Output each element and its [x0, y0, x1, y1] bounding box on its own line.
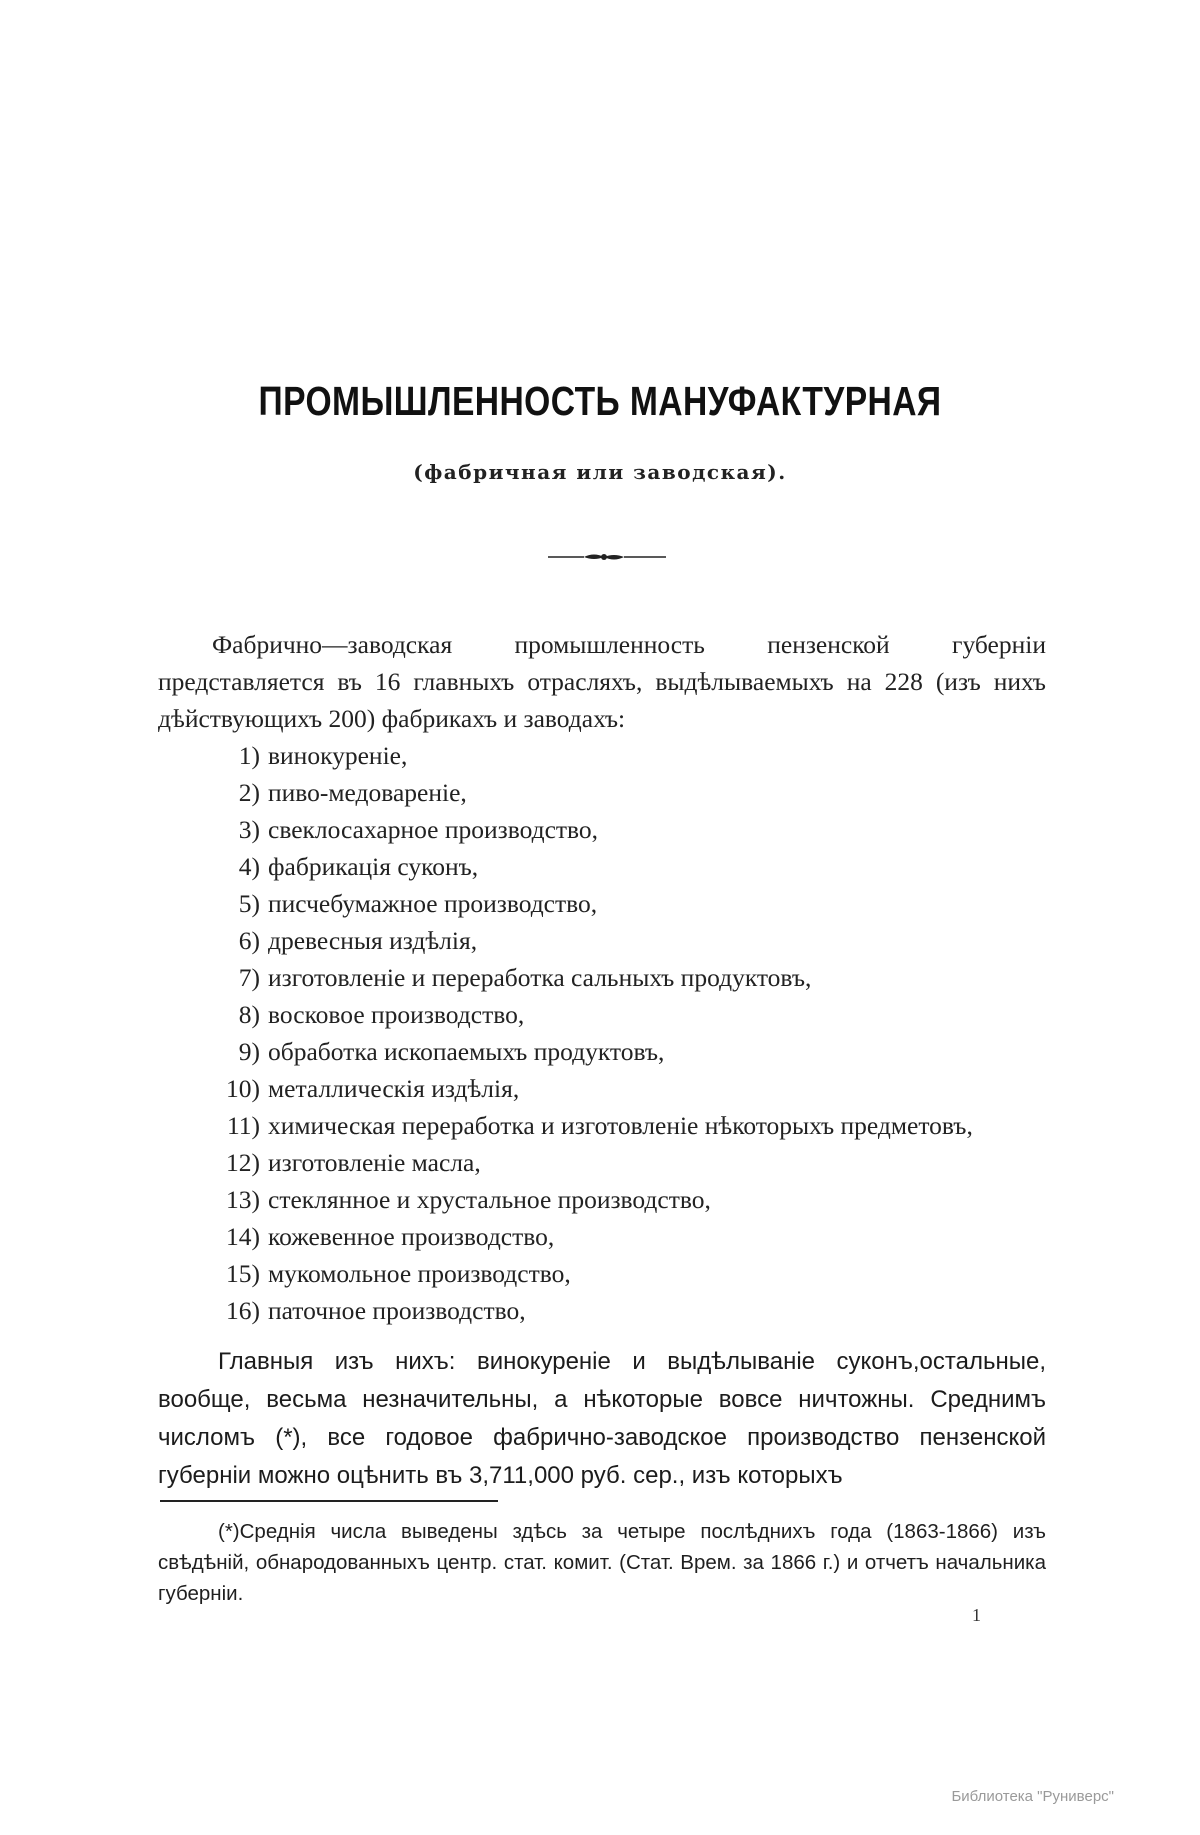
list-item — [158, 1181, 1046, 1218]
list-item — [158, 996, 1046, 1033]
list-item — [158, 1144, 1046, 1181]
list-item — [158, 1255, 1046, 1292]
list-item-number: 10) — [226, 1074, 260, 1103]
list-item-text: стеклянное и хрустальное производство, — [268, 1185, 711, 1214]
intro-paragraph: Фабрично—заводская промышленность пензенской губерніи представляется въ 16 главныхъ отрасляхъ, выдѣлываемыхъ на 228 (изъ нихъ дѣйствующихъ 200) фабрикахъ и заводахъ: — [158, 630, 1046, 733]
list-item — [158, 1033, 1046, 1070]
footnote: (*)Среднія числа выведены здѣсь за четыре послѣднихъ года (1863-1866) изъ свѣдѣній, обнародованныхъ центр. стат. комит. (Стат. Врем. за 1866 г.) и отчетъ начальника губерніи. — [158, 1520, 1046, 1605]
list-item — [158, 848, 1046, 885]
ornament-divider — [548, 552, 666, 562]
list-item-text: кожевенное производство, — [268, 1222, 555, 1251]
list-item-number: 15) — [226, 1259, 260, 1288]
list-item — [158, 737, 1046, 774]
list-item-number: 7) — [238, 963, 260, 992]
list-item-text: металлическія издѣлія, — [268, 1074, 520, 1103]
library-watermark: Библиотека "Руниверс" — [951, 1788, 1114, 1805]
list-item-text: паточное производство, — [268, 1296, 526, 1325]
list-item-text: фабрикація суконъ, — [268, 852, 479, 881]
list-item-number: 16) — [226, 1296, 260, 1325]
branches-list — [158, 737, 1046, 1329]
list-item-number: 11) — [226, 1111, 260, 1140]
list-item — [158, 811, 1046, 848]
main-paragraph: Главныя изъ нихъ: винокуреніе и выдѣлываніе суконъ,остальные, вообще, весьма незначительны, а нѣкоторые вовсе ничтожны. Среднимъ числомъ (*), все годовое фабрично-заводское производство пензенской губерніи можно оцѣнить въ 3,711,000 руб. сер., изъ которыхъ — [158, 1348, 1046, 1489]
list-item-number: 9) — [238, 1037, 260, 1066]
list-item — [158, 774, 1046, 811]
list-item — [158, 959, 1046, 996]
list-item-text: мукомольное производство, — [268, 1259, 571, 1288]
list-item-number: 3) — [238, 815, 260, 844]
list-item-number: 4) — [238, 852, 260, 881]
list-item-number: 8) — [238, 1000, 260, 1029]
list-item-number: 5) — [238, 889, 260, 918]
list-item — [158, 1070, 1046, 1107]
list-item-text: пиво-медовареніе, — [268, 778, 467, 807]
list-item-number: 2) — [238, 778, 260, 807]
list-item-text: восковое производство, — [268, 1000, 525, 1029]
list-item-text: свеклосахарное производство, — [268, 815, 599, 844]
list-item — [158, 1107, 1046, 1144]
list-item-text: изготовленіе масла, — [268, 1148, 481, 1177]
list-item — [158, 922, 1046, 959]
list-item-number: 13) — [226, 1185, 260, 1214]
footnote-divider — [160, 1500, 498, 1502]
body-text — [158, 626, 1046, 1495]
list-item-number: 6) — [238, 926, 260, 955]
list-item-text: изготовленіе и переработка сальныхъ продуктовъ, — [268, 963, 812, 992]
list-item-text: древесныя издѣлія, — [268, 926, 478, 955]
list-item-text: химическая переработка и изготовленіе нѣкоторыхъ предметовъ, — [268, 1111, 973, 1140]
page-title: ПРОМЫШЛЕННОСТЬ МАНУФАКТУРНАЯ — [258, 378, 942, 424]
list-item-number: 1) — [238, 741, 260, 770]
list-item-number: 14) — [226, 1222, 260, 1251]
page-subtitle: (фабричная или заводская). — [413, 460, 787, 484]
list-item — [158, 1292, 1046, 1329]
list-item-text: писчебумажное производство, — [268, 889, 598, 918]
list-item-text: обработка ископаемыхъ продуктовъ, — [268, 1037, 665, 1066]
list-item — [158, 885, 1046, 922]
list-item — [158, 1218, 1046, 1255]
list-item-number: 12) — [226, 1148, 260, 1177]
list-item-text: винокуреніе, — [268, 741, 408, 770]
page-signature-mark: 1 — [972, 1605, 981, 1625]
